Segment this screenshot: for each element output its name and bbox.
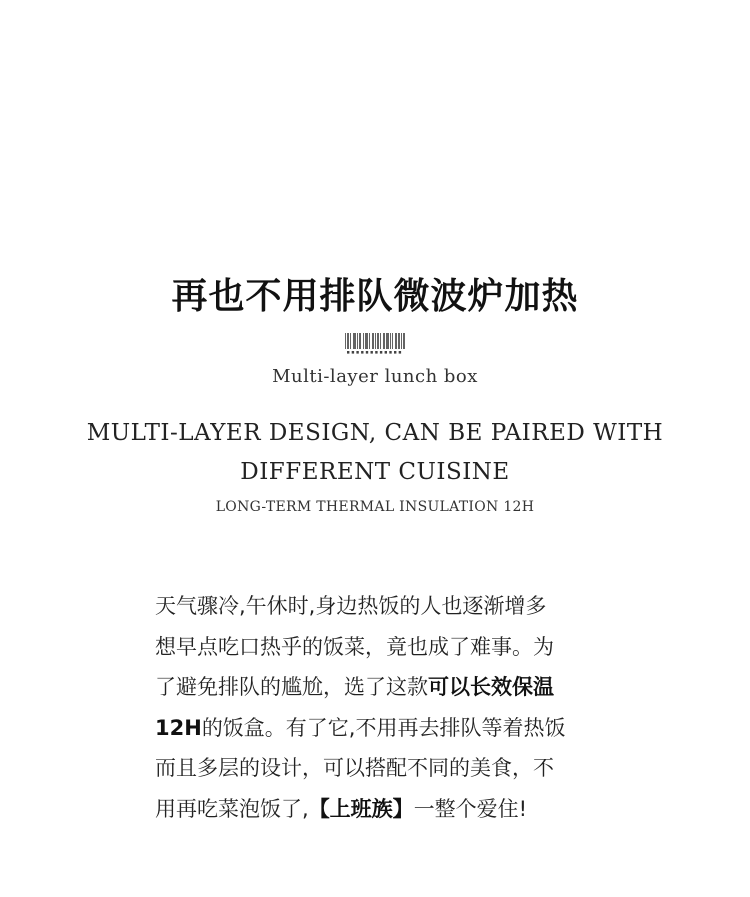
barcode-bar (396, 333, 397, 349)
barcode-bar (355, 333, 356, 349)
body-line-1: 天气骤冷,午休时,身边热饭的人也逐渐增多 (155, 594, 547, 618)
barcode-bar (392, 333, 393, 349)
barcode-bar (366, 333, 367, 349)
body-line-2: 想早点吃口热乎的饭菜，竟也成了难事。为 (155, 634, 554, 659)
body-line-6-text: 用再吃菜泡饭了, (155, 796, 309, 821)
barcode-bar (369, 333, 370, 349)
barcode-bar (359, 333, 360, 349)
barcode-bar (354, 333, 355, 349)
body-highlight-12h: 12H (155, 715, 202, 740)
barcode-bar (404, 333, 405, 349)
body-line-6 (155, 789, 605, 830)
barcode-digit-mark (389, 351, 391, 354)
barcode-bar (375, 333, 376, 349)
design-tagline (75, 414, 675, 492)
barcode-digit-mark (375, 351, 377, 354)
barcode-bar (360, 333, 361, 349)
body-highlight-keep-warm: 可以长效保温 (428, 675, 554, 699)
barcode-digit-mark (352, 351, 354, 354)
barcode-bar (384, 333, 385, 349)
barcode-digit-mark (394, 351, 396, 354)
barcode-bar (365, 333, 366, 349)
tagline-line-1: MULTI-LAYER DESIGN, CAN BE PAIRED WITH (86, 420, 664, 446)
page-headline: 再也不用排队微波炉加热 (171, 276, 579, 317)
barcode-bar (388, 333, 389, 349)
barcode-bar (403, 333, 404, 349)
body-line-4-text: 的饭盒。有了它,不用再去排队等着热饭 (201, 715, 566, 740)
barcode-bar (398, 333, 399, 349)
barcode-bar (372, 333, 373, 349)
barcode-bar (378, 333, 379, 349)
barcode-bar (347, 333, 348, 349)
description-paragraph (155, 586, 605, 829)
barcode-bar (387, 333, 388, 349)
barcode-digit-mark (385, 351, 387, 354)
barcode-digit-mark (371, 351, 373, 354)
barcode-bar (353, 333, 354, 349)
body-highlight-office-worker: 【上班族】 (308, 796, 414, 821)
barcode-digit-mark (380, 351, 382, 354)
barcode-bar (390, 333, 391, 349)
barcode-bar (373, 333, 374, 349)
tagline-line-2: DIFFERENT CUISINE (240, 459, 510, 485)
barcode-bar (399, 333, 400, 349)
barcode-digit-mark (356, 351, 358, 354)
barcode-bar (363, 333, 364, 349)
barcode-bar (367, 333, 368, 349)
body-line-3 (155, 667, 605, 708)
barcode-bar (395, 333, 396, 349)
barcode-digit-mark (366, 351, 368, 354)
barcode-bar (377, 333, 378, 349)
body-line-4 (155, 708, 605, 749)
barcode-bar (401, 333, 402, 349)
body-line-6-end: 一整个爱住! (413, 796, 528, 821)
barcode-digit-mark (399, 351, 401, 354)
insulation-subtag: LONG-TERM THERMAL INSULATION 12H (215, 499, 535, 515)
barcode-digit-mark (347, 351, 349, 354)
barcode-bar (350, 333, 351, 349)
barcode-bar (348, 333, 349, 349)
barcode-bar (345, 333, 346, 349)
product-subtitle: Multi-layer lunch box (272, 366, 478, 387)
barcode-bar (383, 333, 384, 349)
barcode-icon (345, 333, 405, 355)
barcode-digit-mark (361, 351, 363, 354)
body-line-5: 而且多层的设计，可以搭配不同的美食，不 (155, 756, 554, 780)
barcode-bar (386, 333, 387, 349)
barcode-bar (357, 333, 358, 349)
barcode-bar (380, 333, 381, 349)
body-line-3-text: 了避免排队的尴尬，选了这款 (155, 675, 428, 699)
